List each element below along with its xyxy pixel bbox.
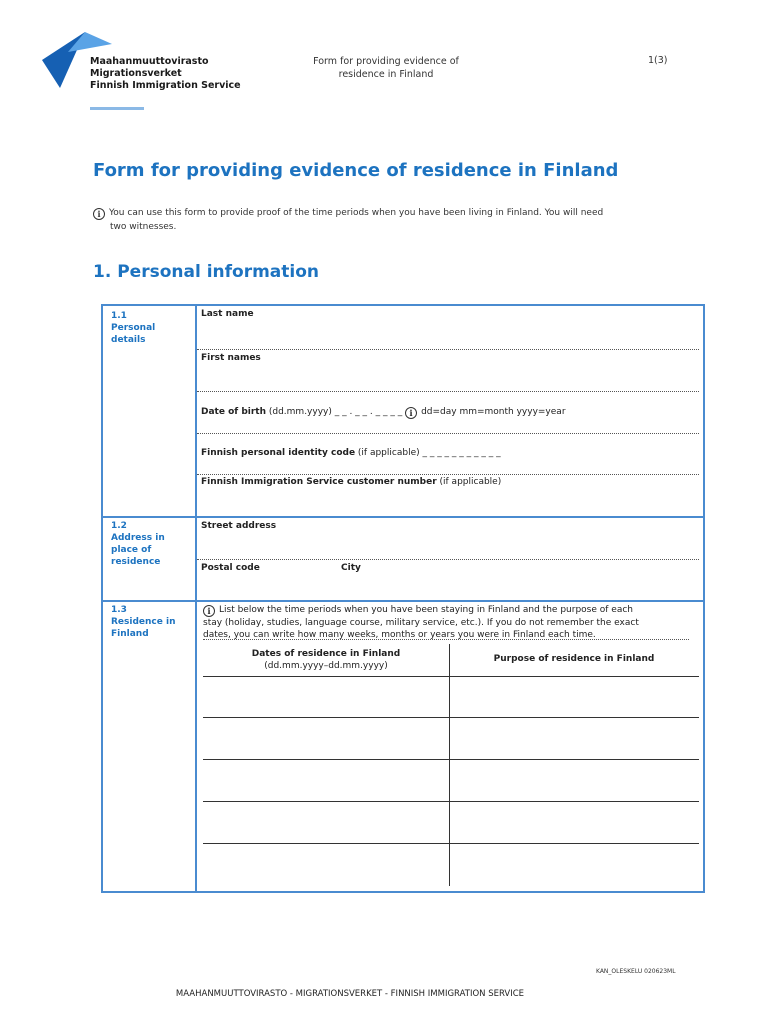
info-icon: i xyxy=(405,407,417,419)
column-header-dates xyxy=(203,648,449,672)
section-label-residence xyxy=(111,604,176,640)
city-label: City xyxy=(341,563,361,573)
section-label-line: Personal xyxy=(111,323,156,333)
last-name-label: Last name xyxy=(201,309,254,319)
personal-identity-code-field[interactable] xyxy=(197,434,703,474)
customer-number-field[interactable] xyxy=(197,475,703,516)
section-divider xyxy=(103,600,703,602)
page-number: 1(3) xyxy=(648,55,668,66)
section-label-line: Finland xyxy=(111,629,149,639)
instruction-line: List below the time periods when you have been staying in Finland and the purpose of each xyxy=(219,605,633,615)
instruction-line: stay (holiday, studies, language course, military service, etc.). If you do not remember the exact xyxy=(203,618,639,628)
last-name-field[interactable] xyxy=(197,306,703,349)
org-line-en: Finnish Immigration Service xyxy=(90,80,241,91)
table-row-line xyxy=(203,717,699,718)
first-names-field[interactable] xyxy=(197,350,703,392)
section-number: 1.2 xyxy=(111,521,127,531)
info-icon: i xyxy=(93,208,105,220)
column-header-dates-format: (dd.mm.yyyy–dd.mm.yyyy) xyxy=(264,661,388,671)
intro-line-2: two witnesses. xyxy=(110,222,177,232)
section-label-line: place of xyxy=(111,545,152,555)
header-title-line: residence in Finland xyxy=(338,69,434,80)
field-separator xyxy=(203,639,689,640)
table-row-line xyxy=(203,676,699,677)
date-of-birth-hint: dd=day mm=month yyyy=year xyxy=(421,407,566,417)
personal-identity-code-label: Finnish personal identity code xyxy=(201,448,356,458)
organization-name xyxy=(90,56,241,92)
column-header-purpose: Purpose of residence in Finland xyxy=(493,654,655,664)
customer-number-hint: (if applicable) xyxy=(436,477,502,487)
table-column-divider xyxy=(449,644,450,886)
date-of-birth-format: (dd.mm.yyyy) _ _ . _ _ . _ _ _ _ xyxy=(266,407,406,417)
street-address-field[interactable] xyxy=(197,518,703,559)
personal-information-form xyxy=(101,304,705,893)
street-address-label: Street address xyxy=(201,521,277,531)
instruction-line: dates, you can write how many weeks, months or years you were in Finland each time. xyxy=(203,630,596,640)
postal-code-label: Postal code xyxy=(201,563,260,573)
intro-text xyxy=(93,206,673,234)
date-of-birth-field[interactable] xyxy=(197,392,703,433)
section-number: 1.3 xyxy=(111,605,127,615)
intro-line-1: You can use this form to provide proof of the time periods when you have been living in Finland. You will need xyxy=(109,208,604,218)
customer-number-label: Finnish Immigration Service customer number xyxy=(201,477,437,487)
table-row-line xyxy=(203,843,699,844)
info-icon: i xyxy=(203,605,215,617)
personal-identity-code-hint: (if applicable) _ _ _ _ _ _ _ _ _ _ _ xyxy=(355,448,501,458)
section-label-line: residence xyxy=(111,557,161,567)
section-label-address xyxy=(111,520,165,568)
table-row-line xyxy=(203,759,699,760)
page-footer: MAAHANMUUTTOVIRASTO - MIGRATIONSVERKET - FINNISH IMMIGRATION SERVICE xyxy=(175,989,525,999)
table-row-line xyxy=(203,801,699,802)
page-title: Form for providing evidence of residence in Finland xyxy=(93,160,619,181)
first-names-label: First names xyxy=(201,353,261,363)
org-line-fi: Maahanmuuttovirasto xyxy=(90,56,209,67)
header-title-line: Form for providing evidence of xyxy=(313,56,459,67)
column-header-dates-title: Dates of residence in Finland xyxy=(251,649,401,659)
section-number: 1.1 xyxy=(111,311,127,321)
residence-periods-table xyxy=(203,644,699,886)
form-reference-code: KAN_OLESKELU 020623ML xyxy=(596,968,676,975)
section-title-personal-information: 1. Personal information xyxy=(93,262,320,282)
org-line-sv: Migrationsverket xyxy=(90,68,182,79)
logo-underline xyxy=(90,107,144,110)
header-document-title xyxy=(296,55,476,81)
section-label-line: Residence in xyxy=(111,617,176,627)
date-of-birth-label: Date of birth xyxy=(201,407,266,417)
section-label-line: details xyxy=(111,335,146,345)
city-field[interactable] xyxy=(337,560,703,600)
section-label-personal-details xyxy=(111,310,155,346)
section-label-line: Address in xyxy=(111,533,165,543)
residence-instructions xyxy=(203,604,693,641)
